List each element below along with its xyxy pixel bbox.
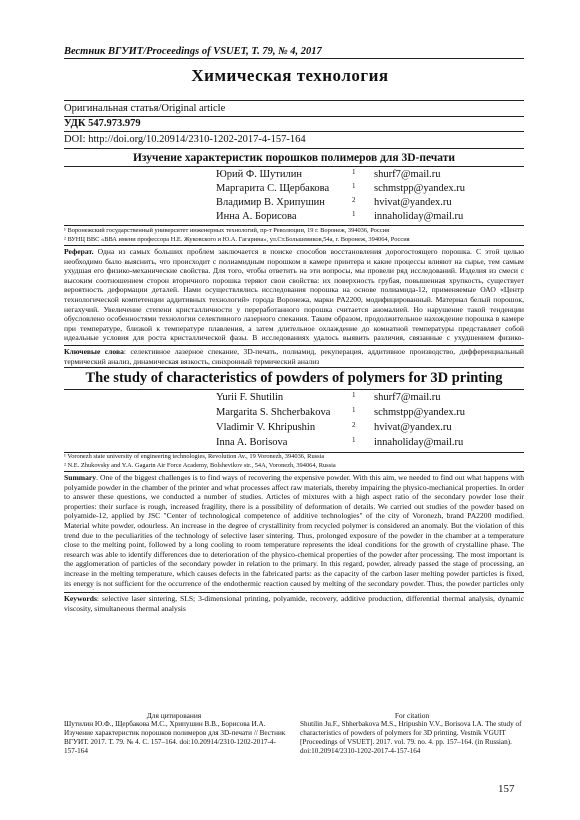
en-author-sup: 1: [352, 406, 356, 414]
citation-ru-heading: Для цитирования: [146, 711, 202, 720]
ru-title: Изучение характеристик порошков полимеров для 3D-печати: [132, 152, 456, 164]
ru-abstract-label: Реферат.: [64, 247, 94, 256]
divider: [64, 367, 524, 368]
ru-keywords: [64, 347, 524, 366]
en-keywords-text: : selective laser sintering, SLS; 3-dimensional printing, polyamide, recovery, additive production, differential thermal analysis, dynamic viscosity, simultaneous thermal analysis: [64, 594, 524, 613]
en-author-sup: 1: [352, 436, 356, 444]
ru-author-sup: 1: [352, 210, 356, 218]
en-author-sup: 2: [352, 421, 356, 429]
en-author-name: Margarita S. Shcherbakova: [216, 407, 331, 418]
citation-ru-text: Шутилин Ю.Ф., Щербакова М.С., Хрипушин В.В., Борисова И.А. Изучение характеристик порошков полимеров для 3D-печати // Вестник ВГУИТ. 2017. Т. 79. № 4. С. 157–164. doi:10.20914/2310-1202-2017-4-157-164: [64, 720, 286, 755]
ru-affiliation: ² ВУНЦ ВВС «ВВА имени профессора Н.Е. Жуковского и Ю.А. Гагарина», ул.Ст.Большевиков,54а, г. Воронеж, 394064, Россия: [64, 236, 410, 243]
en-abstract-text: . One of the biggest challenges is to find ways of recovering the expensive powder. With this aim, we needed to find out what happens with polyamide powder in the chamber of the printer and what processes affect raw materials, thereby impairing the physico-mechanical properties. In order to answer these questions, we conducted a number of studies. Articles of mixtures with a high aspect ratio of the secondary powder lose their properties: their surface is rough, increased fragility, there is a possibility of deformation of details. We carried out studies of the powder based on polyamide-12, applied by JSC "Center of technological competence of additive technologies" of the city of Voronezh, brand PA2200 modified. Material white powder, odourless. An increase in the degree of crystallinity from recycled polymer is considered an anomaly. But the violation of this trend due to the peculiarities of the technology of selective laser sintering. Thus, prolonged exposure of the powder in the chamber at a temperature close to the melting point, followed by a long cooling to room temperature represents the ideal conditions for the growth of crystalline phase. The research was able to identify differences due to deterioration of the physico-chemical properties of the powder after processing. The most important is the agglomeration of particles of the secondary powder in relation to the primary. In this regard, powder, already passed the stage of processing, an increase in the melting temperature, which causes defects in the fabricated parts: as the capacity of the carbon laser melting powder particles is fixed, its energy is not sufficient for the occurrence of the endothermic reaction caused by melting of the secondary powder. Thus, the powder particles only: [64, 473, 524, 588]
en-author-name: Yurii F. Shutilin: [216, 392, 284, 403]
divider: [64, 166, 524, 167]
ru-author-email: schmstpp@yandex.ru: [374, 183, 466, 194]
ru-author-name: Инна А. Борисова: [216, 211, 297, 222]
ru-abstract-text: Одна из самых больших проблем заключается в поиске способов восстановления дорогостоящего порошка. С этой целью необходимо было выяснить, что происходит с полиамидным порошком в камере принтера и какие процессы влияют на сырье, тем самым ухудшая его физико-механические свойства. Для того, чтобы ответить на эти вопросы, мы провели ряд исследований. Изделия из смеси с высоким соотношением сторон вторичного порошка теряют свои свойства: их поверхность грубая, повышенная хрупкость, существует вероятность деформации деталей. Нами осуществлялись исследования порошка на основе полиамида-12, применяемые ОАО «Центр технологической компетенции аддитивных технологий» города Воронежа, марки PA2200, модифицированный. Материал белый порошок, негахучий. Увеличение степени кристалличности у переработанного порошка считается аномалией. Но нарушение такой тенденции обусловлено особенностями технологии селективного лазерного спекания. Таким образом, продолжительное нахождение порошка в камере при температуре, близкой к температуре плавления, а затем длительное охлаждение до комнатной температуры представляет собой идеальные условия для роста кристаллической фазы. В исследованиях удалось выявить различия, связанные с ухудшением физико-: [64, 247, 524, 343]
en-keywords-label: Keywords: [64, 594, 97, 603]
en-author-email: innaholiday@mail.ru: [374, 437, 464, 448]
en-keywords: [64, 594, 524, 613]
en-author-name: Vladimir V. Khripushin: [216, 422, 316, 433]
divider: [64, 116, 524, 117]
en-author-name: Inna A. Borisova: [216, 437, 288, 448]
ru-author-sup: 2: [352, 196, 356, 204]
doi: DOI: http://doi.org/10.20914/2310-1202-2017-4-157-164: [64, 134, 306, 145]
en-author-sup: 1: [352, 391, 356, 399]
en-affiliation: ² N.E. Zhukovsky and Y.A. Gagarin Air Force Academy, Bolshevikov str., 54A, Voronezh, 394064, Russia: [64, 462, 336, 469]
ru-keywords-text: : селективное лазерное спекание, 3D-печать, полиамид, рекуперация, аддитивное производство, дифференциальный термический анализ, динамическая вязкость, синхронный термический анализ: [64, 347, 524, 366]
divider: [64, 100, 524, 101]
ru-author-name: Владимир В. Хрипушин: [216, 197, 325, 208]
divider: [64, 471, 524, 472]
ru-abstract: [64, 247, 524, 344]
udc: УДК 547.973.979: [64, 118, 141, 129]
en-abstract: [64, 473, 524, 590]
ru-author-email: shurf7@mail.ru: [374, 169, 441, 180]
en-affiliation: ¹ Voronezh state university of engineering technologies, Revolution Av., 19 Voronezh, 394036, Russia: [64, 453, 325, 460]
ru-author-sup: 1: [352, 168, 356, 176]
citation-en-text: Shutilin Ju.F., Shherbakova M.S., Hripushin V.V., Borisova I.A. The study of characteristics of powders of polymers for 3D printing. Vestnik VGUIT [Proceedings of VSUET]. 2017. vol. 79. no. 4. pp. 157–164. (in Russian). doi:10.20914/2310-1202-2017-4-157-164: [300, 720, 522, 755]
ru-author-name: Юрий Ф. Шутилин: [216, 169, 302, 180]
divider: [64, 148, 524, 149]
ru-author-name: Маргарита С. Щербакова: [216, 183, 330, 194]
section-title: Химическая технология: [191, 66, 389, 85]
ru-affiliation: ¹ Воронежский государственный университет инженерных технологий, пр-т Революции, 19 г. Воронеж, 394036, Россия: [64, 227, 390, 234]
divider: [64, 225, 524, 226]
citation-en-heading: For citation: [394, 711, 430, 720]
header-rule: [64, 58, 524, 59]
en-title: The study of characteristics of powders of polymers for 3D printing: [85, 370, 503, 386]
journal-header: Вестник ВГУИТ/Proceedings of VSUET, Т. 79, № 4, 2017: [64, 46, 322, 57]
en-author-email: hvivat@yandex.ru: [374, 422, 452, 433]
ru-keywords-label: Ключевые слова: [64, 347, 124, 356]
ru-author-email: innaholiday@mail.ru: [374, 211, 464, 222]
page-number: 157: [498, 783, 515, 795]
ru-author-email: hvivat@yandex.ru: [374, 197, 452, 208]
divider: [64, 389, 524, 390]
en-author-email: shurf7@mail.ru: [374, 392, 441, 403]
divider: [64, 245, 524, 246]
en-abstract-label: Summary: [64, 473, 97, 482]
divider: [64, 345, 524, 346]
divider: [64, 131, 524, 132]
ru-author-sup: 1: [352, 182, 356, 190]
article-type: Оригинальная статья/Original article: [64, 103, 226, 114]
divider: [64, 592, 524, 593]
en-author-email: schmstpp@yandex.ru: [374, 407, 466, 418]
